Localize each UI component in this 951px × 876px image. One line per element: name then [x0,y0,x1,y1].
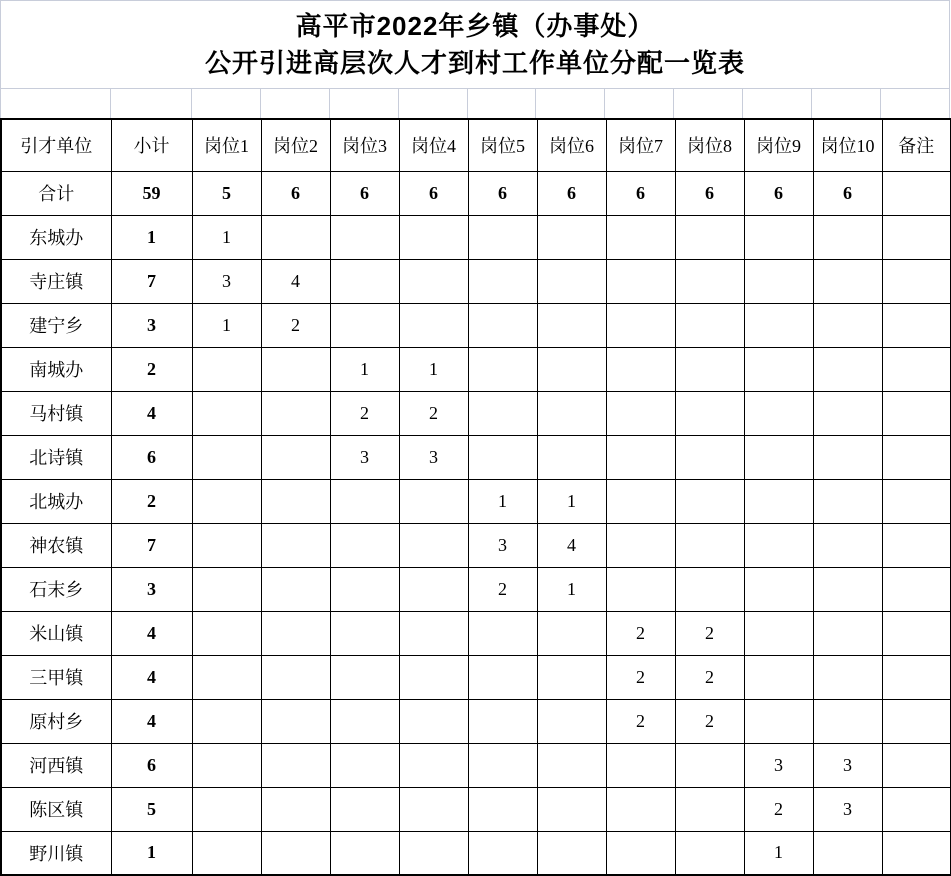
post-6-cell [537,611,606,655]
unit-name-cell: 北城办 [1,479,111,523]
remark-cell [882,435,951,479]
post-10-cell [813,259,882,303]
post-9-cell [744,259,813,303]
unit-name-cell: 神农镇 [1,523,111,567]
spacer-cell-remark [881,89,950,118]
post-10-cell [813,655,882,699]
post-1-cell [192,479,261,523]
post-1-cell [192,787,261,831]
column-header-remark: 备注 [882,119,951,171]
subtotal-cell: 2 [111,347,192,391]
post-3-cell: 1 [330,347,399,391]
subtotal-cell: 6 [111,435,192,479]
post-9-cell [744,479,813,523]
unit-name-cell: 三甲镇 [1,655,111,699]
spacer-cell-post-2 [261,89,330,118]
post-1-cell [192,655,261,699]
post-1-cell: 1 [192,303,261,347]
column-header-post-9: 岗位9 [744,119,813,171]
spacer-cell-post-1 [192,89,261,118]
post-5-cell: 6 [468,171,537,215]
post-7-cell [606,787,675,831]
post-1-cell [192,611,261,655]
allocation-table [0,118,951,876]
remark-cell [882,787,951,831]
post-4-cell [399,567,468,611]
post-1-cell: 1 [192,215,261,259]
post-6-cell [537,303,606,347]
post-10-cell [813,831,882,875]
column-header-post-2: 岗位2 [261,119,330,171]
post-8-cell [675,787,744,831]
post-4-cell [399,787,468,831]
spacer-cell-post-6 [536,89,605,118]
post-3-cell [330,523,399,567]
post-8-cell: 2 [675,611,744,655]
document-title [0,0,950,89]
unit-name-cell: 米山镇 [1,611,111,655]
post-7-cell: 2 [606,699,675,743]
post-10-cell: 3 [813,787,882,831]
subtotal-cell: 3 [111,567,192,611]
post-1-cell [192,391,261,435]
column-header-unit: 引才单位 [1,119,111,171]
table-row [1,347,951,391]
post-2-cell [261,347,330,391]
remark-cell [882,259,951,303]
post-7-cell [606,215,675,259]
post-10-cell [813,215,882,259]
post-2-cell [261,743,330,787]
spacer-row [0,89,950,118]
post-4-cell [399,743,468,787]
post-3-cell [330,303,399,347]
post-1-cell: 5 [192,171,261,215]
column-header-post-5: 岗位5 [468,119,537,171]
column-header-post-1: 岗位1 [192,119,261,171]
table-row [1,435,951,479]
spacer-cell-post-10 [812,89,881,118]
post-1-cell [192,743,261,787]
table-row [1,787,951,831]
post-10-cell [813,611,882,655]
unit-name-cell: 河西镇 [1,743,111,787]
spacer-cell-post-7 [605,89,674,118]
post-7-cell [606,743,675,787]
subtotal-cell: 6 [111,743,192,787]
unit-name-cell: 寺庄镇 [1,259,111,303]
post-9-cell [744,523,813,567]
subtotal-cell: 4 [111,611,192,655]
table-row [1,567,951,611]
post-9-cell [744,699,813,743]
post-4-cell: 3 [399,435,468,479]
table-row [1,831,951,875]
post-7-cell: 2 [606,611,675,655]
post-5-cell: 3 [468,523,537,567]
post-1-cell [192,523,261,567]
post-2-cell [261,699,330,743]
post-8-cell [675,567,744,611]
post-2-cell [261,611,330,655]
column-header-post-8: 岗位8 [675,119,744,171]
post-8-cell [675,479,744,523]
post-2-cell: 4 [261,259,330,303]
post-5-cell [468,347,537,391]
post-7-cell [606,435,675,479]
post-4-cell [399,523,468,567]
post-4-cell [399,215,468,259]
post-5-cell [468,743,537,787]
post-3-cell [330,567,399,611]
post-6-cell: 1 [537,479,606,523]
unit-name-cell: 建宁乡 [1,303,111,347]
post-4-cell: 6 [399,171,468,215]
post-10-cell: 6 [813,171,882,215]
table-row [1,391,951,435]
post-3-cell [330,215,399,259]
post-4-cell [399,655,468,699]
post-8-cell [675,523,744,567]
subtotal-cell: 1 [111,215,192,259]
post-2-cell: 6 [261,171,330,215]
post-3-cell [330,699,399,743]
post-9-cell: 6 [744,171,813,215]
remark-cell [882,831,951,875]
post-6-cell: 6 [537,171,606,215]
spacer-cell-unit [1,89,111,118]
post-3-cell [330,655,399,699]
post-2-cell [261,787,330,831]
unit-name-cell: 合计 [1,171,111,215]
post-3-cell: 3 [330,435,399,479]
spacer-cell-post-9 [743,89,812,118]
post-7-cell [606,479,675,523]
post-2-cell [261,655,330,699]
post-10-cell [813,391,882,435]
post-7-cell: 6 [606,171,675,215]
post-2-cell [261,567,330,611]
remark-cell [882,743,951,787]
post-9-cell: 2 [744,787,813,831]
post-6-cell [537,787,606,831]
post-9-cell [744,435,813,479]
post-7-cell [606,391,675,435]
post-3-cell [330,479,399,523]
post-4-cell [399,611,468,655]
subtotal-cell: 4 [111,391,192,435]
post-8-cell [675,743,744,787]
post-9-cell: 3 [744,743,813,787]
spacer-cell-post-3 [330,89,399,118]
post-8-cell [675,259,744,303]
post-4-cell: 1 [399,347,468,391]
post-4-cell [399,479,468,523]
unit-name-cell: 原村乡 [1,699,111,743]
post-4-cell [399,831,468,875]
post-8-cell [675,831,744,875]
subtotal-cell: 7 [111,259,192,303]
post-7-cell [606,523,675,567]
post-5-cell [468,215,537,259]
spacer-cell-post-4 [399,89,468,118]
table-row [1,523,951,567]
post-8-cell [675,347,744,391]
remark-cell [882,347,951,391]
post-9-cell [744,655,813,699]
post-10-cell [813,479,882,523]
post-7-cell [606,831,675,875]
post-5-cell [468,303,537,347]
table-row [1,611,951,655]
post-5-cell [468,699,537,743]
table-row [1,215,951,259]
post-3-cell: 6 [330,171,399,215]
spacer-cell-post-5 [468,89,537,118]
post-4-cell [399,699,468,743]
remark-cell [882,567,951,611]
post-5-cell: 1 [468,479,537,523]
subtotal-cell: 7 [111,523,192,567]
post-9-cell [744,611,813,655]
post-5-cell [468,787,537,831]
post-3-cell: 2 [330,391,399,435]
table-row [1,699,951,743]
post-8-cell [675,215,744,259]
title-line-1: 高平市2022年乡镇（办事处） [295,10,655,41]
post-5-cell: 2 [468,567,537,611]
post-6-cell [537,743,606,787]
post-10-cell [813,347,882,391]
table-row [1,303,951,347]
post-8-cell: 6 [675,171,744,215]
post-3-cell [330,259,399,303]
post-2-cell [261,215,330,259]
post-8-cell [675,303,744,347]
post-3-cell [330,787,399,831]
post-5-cell [468,655,537,699]
unit-name-cell: 东城办 [1,215,111,259]
post-10-cell [813,567,882,611]
post-3-cell [330,743,399,787]
post-10-cell [813,435,882,479]
subtotal-cell: 2 [111,479,192,523]
post-10-cell [813,303,882,347]
remark-cell [882,303,951,347]
post-9-cell [744,391,813,435]
unit-name-cell: 野川镇 [1,831,111,875]
column-header-post-10: 岗位10 [813,119,882,171]
table-row [1,743,951,787]
subtotal-cell: 1 [111,831,192,875]
subtotal-cell: 4 [111,655,192,699]
post-1-cell [192,699,261,743]
unit-name-cell: 北诗镇 [1,435,111,479]
table-row [1,259,951,303]
post-7-cell [606,259,675,303]
post-10-cell [813,523,882,567]
post-8-cell: 2 [675,699,744,743]
post-6-cell [537,391,606,435]
remark-cell [882,523,951,567]
post-9-cell [744,567,813,611]
remark-cell [882,171,951,215]
post-6-cell [537,259,606,303]
spacer-cell-post-8 [674,89,743,118]
post-8-cell [675,435,744,479]
unit-name-cell: 南城办 [1,347,111,391]
subtotal-cell: 4 [111,699,192,743]
remark-cell [882,391,951,435]
post-5-cell [468,391,537,435]
unit-name-cell: 马村镇 [1,391,111,435]
post-6-cell: 1 [537,567,606,611]
title-line-2: 公开引进高层次人才到村工作单位分配一览表 [204,47,745,78]
subtotal-cell: 59 [111,171,192,215]
post-2-cell: 2 [261,303,330,347]
remark-cell [882,215,951,259]
column-header-post-3: 岗位3 [330,119,399,171]
post-4-cell [399,259,468,303]
post-1-cell: 3 [192,259,261,303]
post-7-cell: 2 [606,655,675,699]
post-6-cell [537,655,606,699]
subtotal-cell: 5 [111,787,192,831]
unit-name-cell: 陈区镇 [1,787,111,831]
post-1-cell [192,831,261,875]
post-6-cell [537,215,606,259]
post-3-cell [330,831,399,875]
remark-cell [882,479,951,523]
post-9-cell [744,347,813,391]
post-2-cell [261,435,330,479]
remark-cell [882,611,951,655]
post-1-cell [192,347,261,391]
post-1-cell [192,435,261,479]
header-row [1,119,951,171]
post-5-cell [468,435,537,479]
post-2-cell [261,523,330,567]
post-8-cell [675,391,744,435]
post-5-cell [468,259,537,303]
post-5-cell [468,611,537,655]
unit-name-cell: 石末乡 [1,567,111,611]
post-10-cell [813,699,882,743]
spacer-cell-subtotal [111,89,192,118]
column-header-post-4: 岗位4 [399,119,468,171]
post-5-cell [468,831,537,875]
post-10-cell: 3 [813,743,882,787]
post-6-cell [537,347,606,391]
post-6-cell [537,831,606,875]
post-7-cell [606,347,675,391]
remark-cell [882,655,951,699]
post-7-cell [606,567,675,611]
post-8-cell: 2 [675,655,744,699]
total-row [1,171,951,215]
post-2-cell [261,391,330,435]
post-2-cell [261,831,330,875]
table-row [1,479,951,523]
post-1-cell [192,567,261,611]
remark-cell [882,699,951,743]
post-4-cell [399,303,468,347]
post-7-cell [606,303,675,347]
column-header-post-6: 岗位6 [537,119,606,171]
subtotal-cell: 3 [111,303,192,347]
post-4-cell: 2 [399,391,468,435]
post-6-cell [537,699,606,743]
column-header-post-7: 岗位7 [606,119,675,171]
table-row [1,655,951,699]
post-6-cell: 4 [537,523,606,567]
post-9-cell [744,215,813,259]
column-header-subtotal: 小计 [111,119,192,171]
post-6-cell [537,435,606,479]
post-2-cell [261,479,330,523]
post-9-cell [744,303,813,347]
post-3-cell [330,611,399,655]
post-9-cell: 1 [744,831,813,875]
